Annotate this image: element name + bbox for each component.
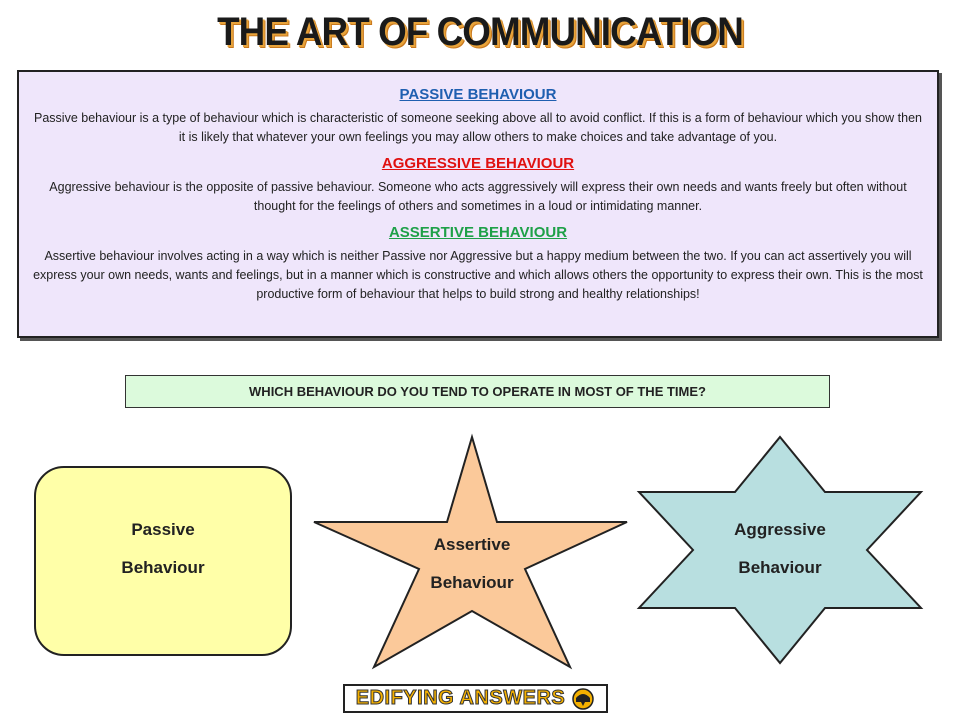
assertive-heading: ASSERTIVE BEHAVIOUR [388, 224, 568, 241]
brand-logo [343, 684, 608, 713]
assertive-shape-label [392, 526, 552, 602]
page-title: THE ART OF COMMUNICATION [217, 10, 743, 54]
passive-heading: PASSIVE BEHAVIOUR [399, 86, 557, 103]
helmet-icon [571, 688, 595, 710]
assertive-label-line1: Assertive [433, 535, 511, 554]
passive-label-line1: Passive [131, 520, 195, 539]
aggressive-label-line1: Aggressive [734, 520, 826, 539]
question-banner: WHICH BEHAVIOUR DO YOU TEND TO OPERATE IN MOST OF THE TIME? [125, 375, 830, 408]
passive-label-line2: Behaviour [121, 558, 205, 577]
assertive-description: Assertive behaviour involves acting in a way which is neither Passive nor Aggressive but a happy medium between the two. If you can act assertively you will express your own needs, wants and feelings, but in a manner which is constructive and which allows others the opportunity to express their own. This is the most productive form of behaviour that helps to build strong and healthy relationships! [33, 249, 923, 301]
brand-logo-text: EDIFYING ANSWERS [355, 687, 566, 709]
aggressive-label-line2: Behaviour [738, 558, 822, 577]
assertive-label-line2: Behaviour [430, 573, 514, 592]
passive-description: Passive behaviour is a type of behaviour which is characteristic of someone seeking above all to avoid conflict. If this is a form of behaviour which you show then it is likely that whatever your own feelings you may allow others to make choices and take advantage of you. [34, 111, 922, 144]
aggressive-description: Aggressive behaviour is the opposite of passive behaviour. Someone who acts aggressively will express their own needs and wants freely but often without thought for the feelings of others and sometimes in a loud or intimidating manner. [49, 180, 907, 213]
aggressive-shape-label [700, 511, 860, 587]
aggressive-heading: AGGRESSIVE BEHAVIOUR [381, 155, 575, 172]
